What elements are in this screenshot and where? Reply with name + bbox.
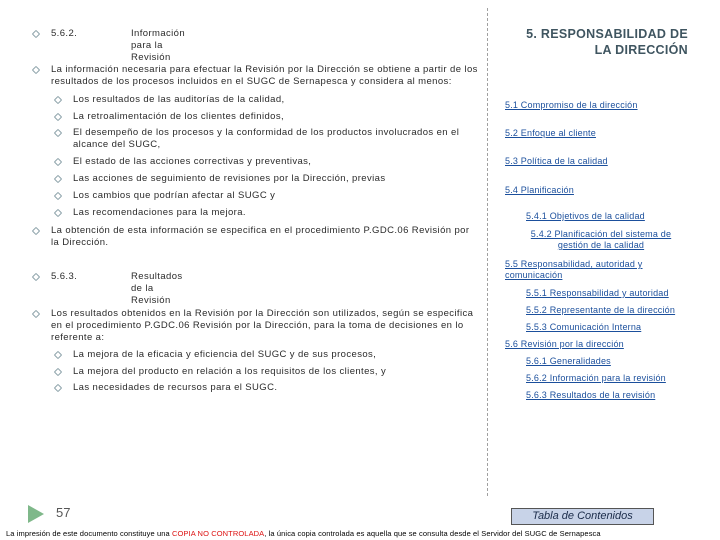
paragraph-line: La información necesaria para efectuar la Revisión por la Dirección se obtiene a partir de los xyxy=(51,64,478,75)
sidebar-title-line: 5. RESPONSABILIDAD DE xyxy=(526,27,688,41)
toc-link-5-6[interactable]: 5.6 Revisión por la dirección xyxy=(505,339,624,349)
uncontrolled-copy-label: COPIA NO CONTROLADA xyxy=(171,529,265,538)
bullet-icon xyxy=(33,273,39,279)
toc-link-5-6-1[interactable]: 5.6.1 Generalidades xyxy=(526,356,611,366)
bullet-icon xyxy=(55,129,61,135)
footer-text: La impresión de este documento constituye una xyxy=(6,529,172,538)
list-item-text: Los resultados de las auditorías de la calidad, xyxy=(73,94,285,105)
toc-link-5-5[interactable]: 5.5 Responsabilidad, autoridad y comunicación xyxy=(505,259,643,280)
page-indicator xyxy=(28,504,98,524)
list-item-text: La retroalimentación de los clientes definidos, xyxy=(73,111,285,122)
toc-link-5-6-2[interactable]: 5.6.2 Información para la revisión xyxy=(526,373,666,383)
paragraph-line: en el procedimiento P.GDC.06 Revisión por la Dirección, para la toma de decisiones en lo xyxy=(51,320,464,331)
toc-link-5-4-1[interactable]: 5.4.1 Objetivos de la calidad xyxy=(526,211,645,221)
toc-link-5-4[interactable]: 5.4 Planificación xyxy=(505,185,574,195)
bullet-icon xyxy=(55,368,61,374)
paragraph-line: referente a: xyxy=(51,332,105,343)
paragraph-line: Los resultados obtenidos en la Revisión por la Dirección son utilizados, según se especifica xyxy=(51,308,474,319)
bullet-icon xyxy=(33,30,39,36)
paragraph-line: La obtención de esta información se especifica en el procedimiento P.GDC.06 Revisión por xyxy=(51,225,470,236)
toc-link-5-1[interactable]: 5.1 Compromiso de la dirección xyxy=(505,100,638,110)
list-item-text: El desempeño de los procesos y la conformidad de los productos involucrados en el xyxy=(73,127,460,138)
list-item-text: La mejora del producto en relación a los requisitos de los clientes, y xyxy=(73,366,387,377)
page-number: 57 xyxy=(56,505,71,520)
bullet-icon xyxy=(33,66,39,72)
section-number: 5.6.2. xyxy=(51,28,78,39)
list-item-text: Las acciones de seguimiento de revisiones por la Dirección, previas xyxy=(73,173,386,184)
list-item-text: Las necesidades de recursos para el SUGC. xyxy=(73,382,278,393)
sidebar-title-line: LA DIRECCIÓN xyxy=(594,43,688,57)
bullet-icon xyxy=(55,209,61,215)
paragraph-line: resultados de los procesos incluidos en el SUGC de Sernapesca y considera al menos: xyxy=(51,76,452,87)
bullet-icon xyxy=(55,351,61,357)
toc-link-5-2[interactable]: 5.2 Enfoque al cliente xyxy=(505,128,596,138)
column-divider xyxy=(487,8,488,496)
section-title: Información para la Revisión xyxy=(131,28,186,63)
toc-link-5-5-1[interactable]: 5.5.1 Responsabilidad y autoridad xyxy=(526,288,669,298)
footer-text: , la única copia controlada es aquella que se consulta desde el Servidor del SUGC de Sernapesca xyxy=(264,529,601,538)
toc-link-5-6-3[interactable]: 5.6.3 Resultados de la revisión xyxy=(526,390,656,400)
bullet-icon xyxy=(55,192,61,198)
bullet-icon xyxy=(33,227,39,233)
list-item-text: El estado de las acciones correctivas y preventivas, xyxy=(73,156,312,167)
arrow-right-icon xyxy=(28,505,44,523)
toc-link-5-4-2[interactable]: 5.4.2 Planificación del sistema de gestión de la calidad xyxy=(530,229,672,250)
bullet-icon xyxy=(55,175,61,181)
bullet-icon xyxy=(55,96,61,102)
bullet-icon xyxy=(55,158,61,164)
footer-disclaimer xyxy=(6,529,720,539)
bullet-icon xyxy=(55,384,61,390)
paragraph-line: la Dirección. xyxy=(51,237,109,248)
table-of-contents-button[interactable]: Tabla de Contenidos xyxy=(511,508,654,525)
sidebar-title xyxy=(526,26,688,58)
bullet-icon xyxy=(33,310,39,316)
list-item-text: Las recomendaciones para la mejora. xyxy=(73,207,246,218)
toc-link-5-5-2[interactable]: 5.5.2 Representante de la dirección xyxy=(526,305,676,315)
toc-link-5-3[interactable]: 5.3 Política de la calidad xyxy=(505,156,608,166)
list-item-text: Los cambios que podrían afectar al SUGC y xyxy=(73,190,276,201)
bullet-icon xyxy=(55,113,61,119)
toc-link-5-5-3[interactable]: 5.5.3 Comunicación Interna xyxy=(526,322,642,332)
list-item-text: alcance del SUGC, xyxy=(73,139,161,150)
list-item-text: La mejora de la eficacia y eficiencia del SUGC y de sus procesos, xyxy=(73,349,377,360)
section-number: 5.6.3. xyxy=(51,271,78,282)
section-title: Resultados de la Revisión xyxy=(131,271,183,306)
